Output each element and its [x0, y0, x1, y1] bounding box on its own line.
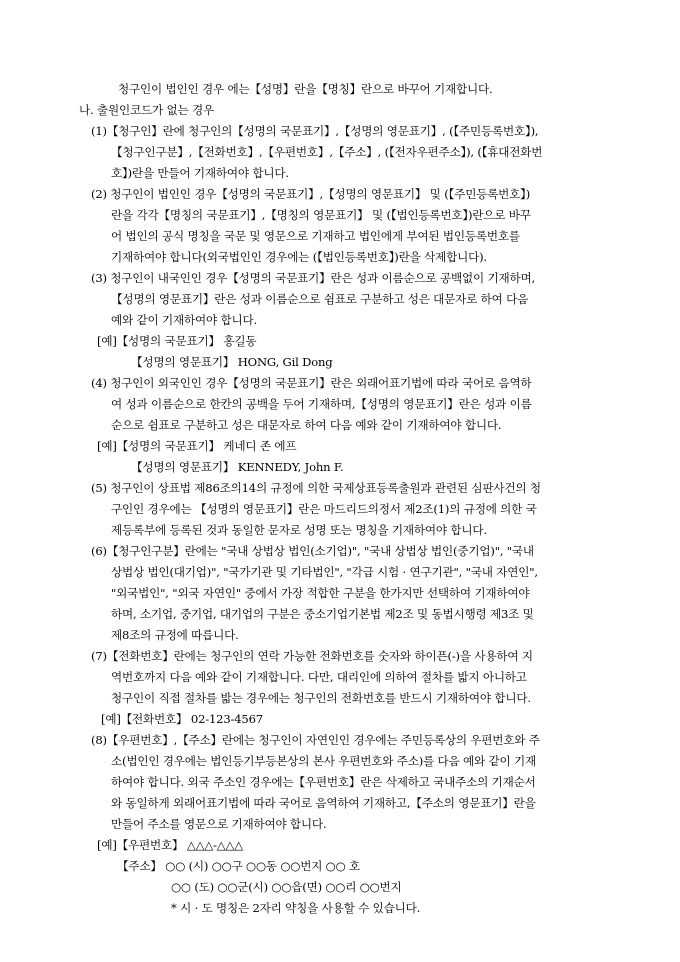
- item-4-line: 순으로 쉼표로 구분하고 성은 대문자로 하여 다음 예와 같이 기재하여야 합니다.: [111, 418, 502, 432]
- item-7-line: 청구인이 직접 절차를 밟는 경우에는 청구인의 전화번호를 반드시 기재하여야 합니다.: [111, 691, 531, 705]
- item-8-line: (8)【우편번호】,【주소】란에는 청구인이 자연인인 경우에는 주민등록상의 우편번호와 주: [91, 733, 540, 747]
- example-line: ○○ (도) ○○군(시) ○○읍(면) ○○리 ○○번지: [171, 880, 402, 894]
- item-8-line: 소(법인인 경우에는 법인등기부등본상의 본사 우편번호와 주소)를 다음 예와 같이 기재: [111, 754, 537, 768]
- example-line: 【성명의 영문표기】 KENNEDY, John F.: [131, 460, 344, 474]
- item-6-line: (6)【청구인구분】란에는 "국내 상법상 법인(소기업)", "국내 상법상 법인(중기업)", "국내: [91, 544, 534, 558]
- item-7-line: (7)【전화번호】란에는 청구인의 연락 가능한 전화번호를 숫자와 하이픈(-)을 사용하여 지: [91, 649, 533, 663]
- example-line: [예]【성명의 국문표기】 홍길동: [97, 334, 257, 348]
- note-line: * 시 · 도 명칭은 2자리 약칭을 사용할 수 있습니다.: [171, 901, 421, 915]
- item-8-line: 하여야 합니다. 외국 주소인 경우에는【우편번호】란은 삭제하고 국내주소의 기재순서: [111, 775, 536, 789]
- example-line: [예]【전화번호】 02-123-4567: [101, 712, 263, 726]
- item-2-line: 어 법인의 공식 명칭을 국문 및 영문으로 기재하고 법인에게 부여된 법인등록번호를: [111, 229, 520, 243]
- item-6-line: 하며, 소기업, 중기업, 대기업의 구분은 중소기업기본법 제2조 및 동법시행령 제3조 및: [111, 607, 534, 621]
- item-8-line: 만들어 주소를 영문으로 기재하여야 합니다.: [111, 817, 327, 831]
- item-5-line: 구인인 경우에는 【성명의 영문표기】란은 마드리드의정서 제2조(1)의 규정에 의한 국: [111, 502, 537, 516]
- item-4-line: 여 성과 이름순으로 한칸의 공백을 두어 기재하며,【성명의 영문표기】란은 성과 이름: [111, 397, 532, 411]
- item-2-line: 기재하여야 합니다(외국법인인 경우에는 (【법인등록번호】)란을 삭제합니다).: [111, 250, 487, 264]
- section-heading: 나. 출원인코드가 없는 경우: [79, 103, 214, 117]
- item-7-line: 역번호까지 다음 예와 같이 기재합니다. 다만, 대리인에 의하여 절차를 밟지 아니하고: [111, 670, 527, 684]
- example-line: [예]【우편번호】 △△△-△△△: [97, 838, 243, 852]
- example-line: [예]【성명의 국문표기】 케네디 존 에프: [97, 439, 297, 453]
- item-1-line: (1)【청구인】란에 청구인의【성명의 국문표기】,【성명의 영문표기】, (【주민등록번호】),: [91, 124, 539, 138]
- text-line: 청구인이 법인인 경우 에는【성명】란을【명칭】란으로 바꾸어 기재합니다.: [118, 82, 493, 96]
- item-6-line: 상법상 법인(대기업)", "국가기관 및 기타법인", "각급 시험 · 연구기관", "국내 자연인",: [111, 565, 538, 579]
- item-2-line: (2) 청구인이 법인인 경우【성명의 국문표기】,【성명의 영문표기】 및 (【주민등록번호】): [91, 187, 531, 201]
- item-4-line: (4) 청구인이 외국인인 경우【성명의 국문표기】란은 외래어표기법에 따라 국어로 음역하: [91, 376, 532, 390]
- item-1-line: 【청구인구분】,【전화번호】,【우편번호】,【주소】, (【전자우편주소】), (【휴대전화번: [111, 145, 543, 159]
- item-5-line: 제등록부에 등록된 것과 동일한 문자로 성명 또는 명칭을 기재하여야 합니다.: [111, 523, 487, 537]
- item-6-line: "외국법인", "외국 자연인" 중에서 가장 적합한 구분을 한가지만 선택하여 기재하여야: [111, 586, 530, 600]
- item-3-line: (3) 청구인이 내국인인 경우【성명의 국문표기】란은 성과 이름순으로 공백없이 기재하며,: [91, 271, 535, 285]
- item-2-line: 란을 각각【명칭의 국문표기】,【명칭의 영문표기】 및 (【법인등록번호】)란으로 바꾸: [111, 208, 531, 222]
- item-6-line: 제8조의 규정에 따릅니다.: [111, 628, 239, 642]
- example-line: 【주소】 ○○ (시) ○○구 ○○동 ○○번지 ○○ 호: [117, 859, 360, 873]
- example-line: 【성명의 영문표기】 HONG, Gil Dong: [131, 355, 333, 369]
- item-8-line: 와 동일하게 외래어표기법에 따라 국어로 음역하여 기재하고,【주소의 영문표기】란을: [111, 796, 536, 810]
- item-5-line: (5) 청구인이 상표법 제86조의14의 규정에 의한 국제상표등록출원과 관련된 심판사건의 청: [91, 481, 541, 495]
- item-3-line: 예와 같이 기재하여야 합니다.: [111, 313, 257, 327]
- item-1-line: 호】)란을 만들어 기재하여야 합니다.: [111, 166, 289, 180]
- item-3-line: 【성명의 영문표기】란은 성과 이름순으로 쉼표로 구분하고 성은 대문자로 하여 다음: [111, 292, 529, 306]
